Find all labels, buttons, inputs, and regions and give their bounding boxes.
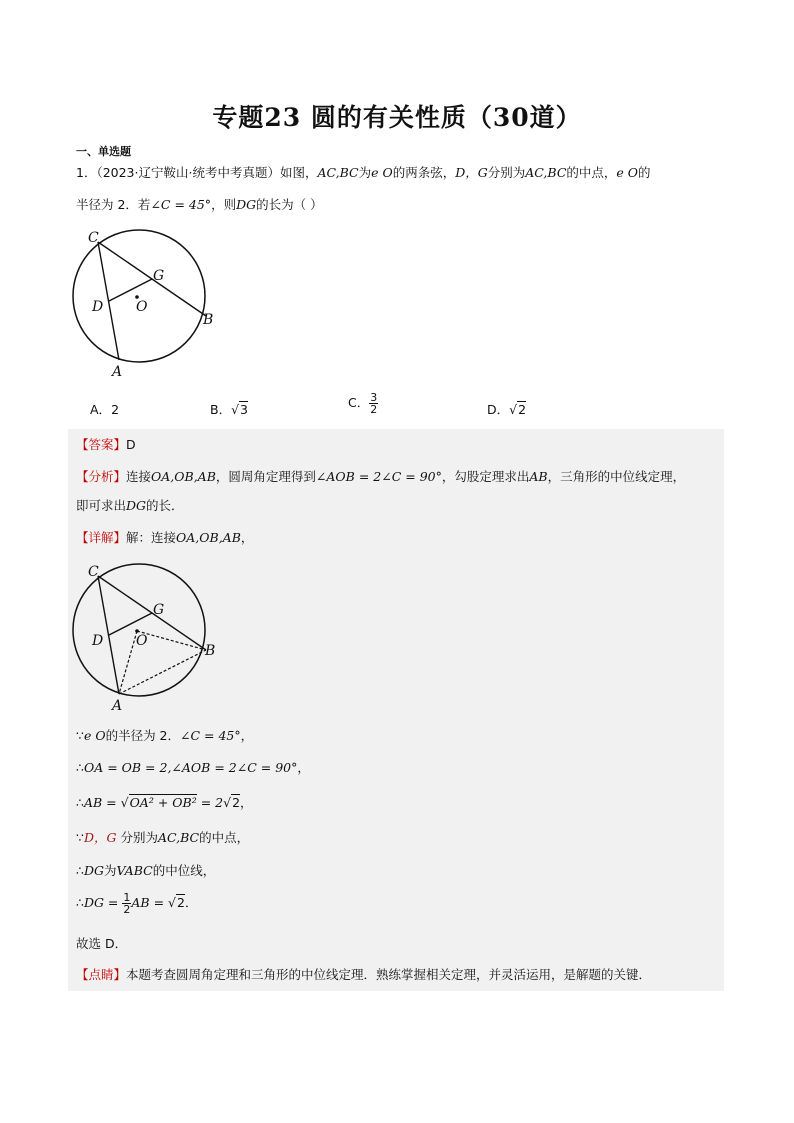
label-c: C bbox=[88, 564, 99, 580]
sqrt-symbol: √ bbox=[509, 402, 518, 417]
analysis-line-2 bbox=[76, 497, 184, 515]
math-points: D，G bbox=[455, 165, 488, 180]
circle-shape bbox=[73, 230, 205, 362]
step-6 bbox=[76, 892, 197, 915]
option-c-fraction bbox=[369, 392, 378, 415]
sqrt-symbol: √ bbox=[231, 402, 240, 417]
detail-tag: 【详解】 bbox=[76, 530, 127, 545]
math-ab: AB = bbox=[83, 795, 121, 810]
step-1 bbox=[76, 727, 253, 745]
question-text: ，则 bbox=[211, 197, 237, 212]
step-text: 为 bbox=[103, 863, 117, 878]
fraction-denominator: 2 bbox=[370, 403, 378, 416]
solution-figure bbox=[66, 556, 236, 714]
answer-value: D bbox=[126, 437, 136, 452]
analysis-text: 即可求出 bbox=[76, 498, 127, 513]
option-d[interactable] bbox=[487, 400, 526, 418]
step-3 bbox=[76, 794, 253, 812]
label-b: B bbox=[203, 312, 214, 328]
math-ab: AB = bbox=[131, 895, 169, 910]
sqrt-symbol: √ bbox=[120, 795, 129, 810]
analysis-text: ，三角形的中位线定理， bbox=[547, 469, 686, 484]
page-title: 专题23 圆的有关性质（30道） bbox=[212, 103, 582, 132]
option-c-label: C． bbox=[348, 395, 370, 410]
label-o: O bbox=[136, 299, 148, 315]
math-circle-o: e O bbox=[371, 165, 393, 180]
label-c: C bbox=[88, 230, 99, 246]
comment-tag: 【点睛】 bbox=[76, 967, 127, 982]
question-number: 1． bbox=[76, 165, 97, 180]
detail-line bbox=[76, 529, 253, 547]
analysis-text: 的长． bbox=[146, 498, 184, 513]
analysis-text: 连接 bbox=[126, 469, 152, 484]
segment-ab bbox=[119, 650, 206, 694]
analysis-text: ，勾股定理求出 bbox=[441, 469, 530, 484]
sqrt-symbol: √ bbox=[223, 795, 232, 810]
math-circle-o: e O bbox=[616, 165, 639, 180]
step-text: 的中位线， bbox=[152, 863, 216, 878]
step-2 bbox=[76, 759, 310, 777]
math-dg: DG bbox=[126, 498, 147, 513]
question-text: 分别为 bbox=[487, 165, 526, 180]
math-dg: DG = bbox=[83, 895, 123, 910]
analysis-text: ，圆周角定理得到 bbox=[215, 469, 316, 484]
choose-text: 故选 D． bbox=[76, 936, 128, 951]
choose-line bbox=[76, 935, 127, 953]
step-text: ， bbox=[297, 760, 310, 775]
option-a-label: A． bbox=[90, 402, 112, 417]
fraction-numerator: 1 bbox=[123, 891, 131, 904]
option-d-label: D． bbox=[487, 402, 510, 417]
step-text: ， bbox=[240, 728, 254, 743]
question-text: 的 bbox=[638, 165, 651, 180]
option-a-value: 2 bbox=[111, 402, 120, 417]
because-symbol: ∵ bbox=[76, 830, 84, 845]
math-radicand: 2 bbox=[177, 895, 185, 910]
math-dg: DG bbox=[236, 197, 257, 212]
question-text: 半径为 2．若 bbox=[76, 197, 151, 212]
label-g: G bbox=[153, 268, 165, 284]
segment-dg bbox=[109, 613, 152, 635]
question-text: 的长为（ ） bbox=[256, 197, 323, 212]
label-d: D bbox=[92, 299, 104, 315]
math-angle-eq: ∠AOB = 2∠C = 90° bbox=[315, 469, 442, 484]
math-angle: ∠C = 45° bbox=[150, 197, 212, 212]
question-line-1 bbox=[76, 164, 651, 182]
option-b-label: B． bbox=[210, 402, 232, 417]
detail-text: 解：连接 bbox=[126, 530, 177, 545]
step-4 bbox=[76, 829, 249, 847]
math-chords: AC,BC bbox=[317, 165, 359, 180]
comment-line bbox=[76, 966, 651, 984]
question-line-2 bbox=[76, 196, 323, 214]
math-chords: AC,BC bbox=[157, 830, 200, 845]
step-text: ， bbox=[240, 795, 253, 810]
analysis-line-1 bbox=[76, 468, 726, 486]
comment-text: 本题考查圆周角定理和三角形的中位线定理．熟练掌握相关定理，并灵活运用，是解题的关键． bbox=[126, 967, 652, 982]
because-symbol: ∵ bbox=[76, 728, 84, 743]
step-text: ． bbox=[184, 895, 198, 910]
option-b[interactable] bbox=[210, 400, 248, 418]
fraction-denominator: 2 bbox=[123, 903, 131, 916]
math-oa-ob-ab: OA,OB,AB bbox=[151, 469, 216, 484]
detail-text: ， bbox=[240, 530, 254, 545]
label-d: D bbox=[92, 633, 104, 649]
question-text: 如图， bbox=[279, 165, 318, 180]
math-angle: ∠C = 45° bbox=[180, 728, 241, 743]
label-a: A bbox=[112, 698, 123, 714]
math-points: D，G bbox=[83, 830, 117, 845]
therefore-symbol: ∴ bbox=[76, 863, 84, 878]
segment-oa bbox=[119, 631, 137, 694]
math-dg: DG bbox=[83, 863, 104, 878]
sqrt-symbol: √ bbox=[168, 895, 176, 910]
therefore-symbol: ∴ bbox=[76, 895, 84, 910]
math-equals: = 2 bbox=[196, 795, 224, 810]
label-o: O bbox=[136, 633, 148, 649]
label-b: B bbox=[205, 643, 216, 659]
therefore-symbol: ∴ bbox=[76, 795, 84, 810]
question-text: 的中点， bbox=[566, 165, 617, 180]
question-text: 为 bbox=[358, 165, 372, 180]
circle-shape bbox=[73, 564, 205, 696]
math-radicand: 2 bbox=[232, 795, 241, 810]
math-triangle: VABC bbox=[116, 863, 153, 878]
math-chords: AC,BC bbox=[525, 165, 567, 180]
step-text: 分别为 bbox=[116, 830, 158, 845]
math-radicand: OA² + OB² bbox=[129, 795, 197, 810]
option-c[interactable] bbox=[348, 392, 378, 415]
math-ab: AB bbox=[529, 469, 548, 484]
question-text: 的两条弦， bbox=[392, 165, 456, 180]
answer-tag: 【答案】 bbox=[76, 437, 127, 452]
question-figure bbox=[66, 222, 236, 380]
step-5 bbox=[76, 862, 215, 880]
question-source: （2023·辽宁鞍山·统考中考真题） bbox=[96, 165, 280, 180]
step-text: 的中点， bbox=[199, 830, 250, 845]
option-b-value: 3 bbox=[240, 402, 248, 417]
math-oa-ob-ab: OA,OB,AB bbox=[176, 530, 241, 545]
section-heading: 一、单选题 bbox=[76, 145, 131, 158]
math-equation: OA = OB = 2,∠AOB = 2∠C = 90° bbox=[83, 760, 298, 775]
therefore-symbol: ∴ bbox=[76, 760, 84, 775]
fraction-numerator: 3 bbox=[370, 391, 378, 404]
label-g: G bbox=[153, 602, 165, 618]
option-d-value: 2 bbox=[518, 402, 527, 417]
answer-line bbox=[76, 436, 136, 454]
segment-dg bbox=[109, 279, 152, 301]
math-circle-o: e O bbox=[83, 728, 106, 743]
label-a: A bbox=[112, 364, 123, 380]
step-text: 的半径为 2． bbox=[105, 728, 181, 743]
analysis-tag: 【分析】 bbox=[76, 469, 127, 484]
option-a[interactable] bbox=[90, 400, 119, 418]
